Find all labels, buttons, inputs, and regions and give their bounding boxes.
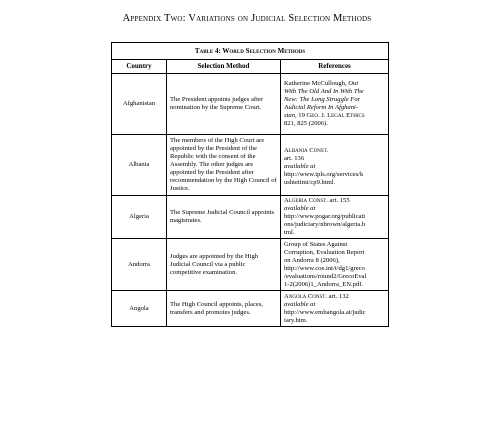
reference-line: With The Old And In With The bbox=[284, 87, 364, 95]
reference-line: art. 136 bbox=[284, 154, 305, 162]
method-cell: The Supreme Judicial Council appoints magistrates. bbox=[167, 196, 281, 239]
method-cell: The President appoints judges after nomination by the Supreme Court. bbox=[167, 74, 281, 135]
references-cell bbox=[281, 196, 389, 239]
reference-line: http://www.ipls.org/services/k bbox=[284, 171, 364, 179]
reference-text: Geo. J. Legal Ethics bbox=[306, 112, 365, 120]
country-cell: Afghanistan bbox=[112, 74, 167, 135]
appendix-heading: Appendix Two: Variations on Judicial Selection Methods bbox=[122, 13, 372, 24]
reference-line: ushtetimi/cp9.html. bbox=[284, 179, 336, 187]
table-row bbox=[112, 74, 389, 135]
reference-line: http://www.pogar.org/publicati bbox=[284, 213, 366, 221]
reference-line: New: The Long Struggle For bbox=[284, 95, 361, 103]
reference-line: /evaluations/round2/GrecoEval bbox=[284, 273, 367, 281]
world-selection-methods-table bbox=[111, 42, 389, 327]
reference-line bbox=[284, 80, 385, 88]
references-cell bbox=[281, 291, 389, 327]
reference-line: http://www.embangola.at/judic bbox=[284, 308, 366, 316]
table-row bbox=[112, 239, 389, 291]
reference-text: art. 155 bbox=[329, 197, 350, 204]
reference-text: art. 132 bbox=[328, 292, 349, 300]
reference-line: on Andorra 8 (2006), bbox=[284, 256, 340, 264]
reference-text: Angola Const. bbox=[284, 292, 328, 300]
reference-line bbox=[284, 112, 385, 120]
country-cell: Angola bbox=[112, 291, 167, 327]
table-caption: Table 4: World Selection Methods bbox=[112, 43, 389, 60]
table-row bbox=[112, 135, 389, 196]
reference-line: Albania Const. bbox=[284, 146, 329, 154]
references-cell bbox=[281, 239, 389, 291]
reference-line: iary.htm. bbox=[284, 317, 308, 325]
table-header-row bbox=[112, 60, 389, 74]
reference-line bbox=[284, 293, 385, 301]
reference-line: available at bbox=[284, 205, 316, 213]
references-cell bbox=[281, 74, 389, 135]
reference-line: http://www.coe.int/t/dg1/greco bbox=[284, 264, 365, 272]
method-cell: The High Council appoints, places, transfers and promotes judges. bbox=[167, 291, 281, 327]
selection-method-column-header: Selection Method bbox=[167, 60, 281, 74]
method-cell: The members of the High Court are appointed by the President of the Republic with the consent of the Assembly. The other judges are appointed by the President after recommendation by the High Council of Justice. bbox=[167, 135, 281, 196]
country-column-header: Country bbox=[112, 60, 167, 74]
reference-text: Katherine McCullough, bbox=[284, 79, 347, 87]
references-column-header: References bbox=[281, 60, 389, 74]
method-cell: Judges are appointed by the High Judicial Council via a public competitive examination. bbox=[167, 239, 281, 291]
reference-line bbox=[284, 197, 385, 205]
reference-text: 19 bbox=[298, 112, 305, 120]
reference-line: 821, 825 (2006). bbox=[284, 120, 328, 128]
reference-line: tml. bbox=[284, 229, 295, 237]
reference-line: Corruption, Evaluation Report bbox=[284, 248, 365, 256]
reference-line: 1-2(2006)1_Andorra_EN.pdf. bbox=[284, 281, 364, 289]
reference-line: Group of States Against bbox=[284, 240, 348, 248]
reference-text: stan, bbox=[284, 112, 297, 120]
country-cell: Algeria bbox=[112, 196, 167, 239]
reference-line: Judicial Reform In Afghani- bbox=[284, 104, 359, 111]
reference-line: available at bbox=[284, 162, 316, 170]
country-cell: Andorra bbox=[112, 239, 167, 291]
reference-line: available at bbox=[284, 300, 316, 308]
reference-text: Out bbox=[348, 79, 359, 87]
references-cell bbox=[281, 135, 389, 196]
reference-text: Algeria Const. bbox=[284, 197, 328, 204]
table-row bbox=[112, 196, 389, 239]
reference-line: ons/judiciary/nbrown/algeria.h bbox=[284, 221, 366, 229]
table-row bbox=[112, 291, 389, 327]
country-cell: Albania bbox=[112, 135, 167, 196]
